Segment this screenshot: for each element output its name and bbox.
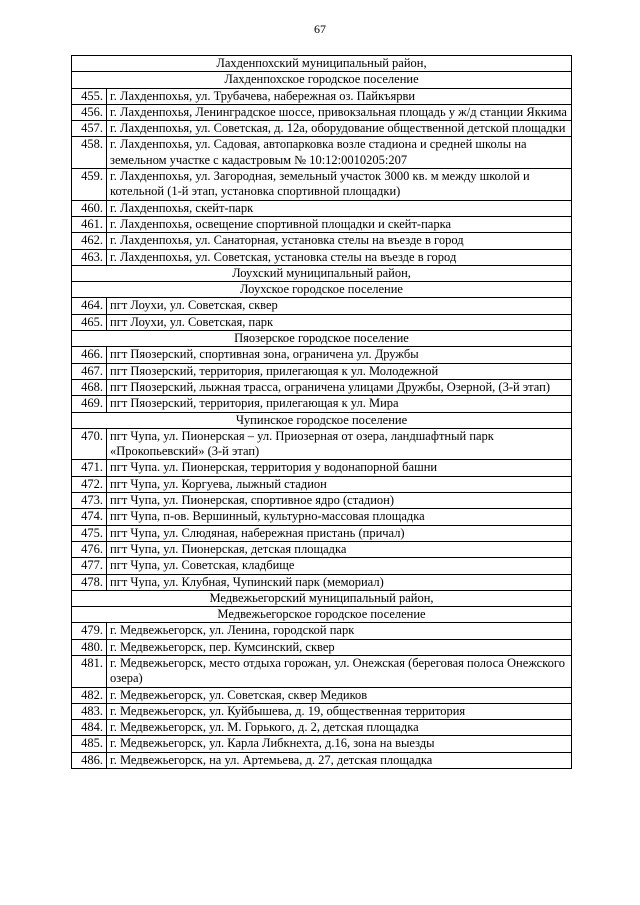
- table-row: [72, 216, 572, 232]
- table-row: [72, 298, 572, 314]
- row-description: г. Медвежьегорск, на ул. Артемьева, д. 27, детская площадка: [107, 752, 572, 768]
- row-number: 460.: [72, 200, 107, 216]
- table-row: [72, 509, 572, 525]
- row-number: 471.: [72, 460, 107, 476]
- table-row: [72, 541, 572, 557]
- row-number: 478.: [72, 574, 107, 590]
- row-description: пгт Чупа, п-ов. Вершинный, культурно-массовая площадка: [107, 509, 572, 525]
- row-description: пгт Пяозерский, территория, прилегающая к ул. Мира: [107, 396, 572, 412]
- table-row: [72, 703, 572, 719]
- row-number: 486.: [72, 752, 107, 768]
- table-row: [72, 525, 572, 541]
- row-description: г. Медвежьегорск, ул. Карла Либкнехта, д.16, зона на выезды: [107, 736, 572, 752]
- row-description: г. Медвежьегорск, пер. Кумсинский, сквер: [107, 639, 572, 655]
- table-row: [72, 169, 572, 201]
- section-heading-row: [72, 331, 572, 347]
- territory-table: [71, 55, 572, 769]
- table-row: [72, 639, 572, 655]
- row-number: 472.: [72, 476, 107, 492]
- row-description: г. Медвежьегорск, ул. Советская, сквер Медиков: [107, 687, 572, 703]
- row-number: 467.: [72, 363, 107, 379]
- table-row: [72, 363, 572, 379]
- section-heading: Пяозерское городское поселение: [72, 331, 572, 347]
- row-number: 476.: [72, 541, 107, 557]
- row-description: пгт Чупа, ул. Клубная, Чупинский парк (мемориал): [107, 574, 572, 590]
- row-number: 461.: [72, 216, 107, 232]
- row-number: 464.: [72, 298, 107, 314]
- row-number: 463.: [72, 249, 107, 265]
- row-description: г. Лахденпохья, скейт-парк: [107, 200, 572, 216]
- section-heading-row: [72, 282, 572, 298]
- table-row: [72, 752, 572, 768]
- table-row: [72, 104, 572, 120]
- section-heading: Лахденпохское городское поселение: [72, 72, 572, 88]
- table-row: [72, 347, 572, 363]
- table-row: [72, 720, 572, 736]
- row-number: 475.: [72, 525, 107, 541]
- table-row: [72, 314, 572, 330]
- row-description: пгт Пяозерский, лыжная трасса, ограничена улицами Дружбы, Озерной, (3-й этап): [107, 379, 572, 395]
- section-heading: Лоухское городское поселение: [72, 282, 572, 298]
- row-number: 468.: [72, 379, 107, 395]
- row-number: 459.: [72, 169, 107, 201]
- row-number: 483.: [72, 703, 107, 719]
- table-row: [72, 200, 572, 216]
- table-row: [72, 379, 572, 395]
- row-description: г. Медвежьегорск, ул. Ленина, городской парк: [107, 623, 572, 639]
- row-number: 482.: [72, 687, 107, 703]
- row-description: г. Лахденпохья, освещение спортивной площадки и скейт-парка: [107, 216, 572, 232]
- section-heading: Лахденпохский муниципальный район,: [72, 56, 572, 72]
- row-number: 485.: [72, 736, 107, 752]
- section-heading: Чупинское городское поселение: [72, 412, 572, 428]
- section-heading: Медвежьегорский муниципальный район,: [72, 590, 572, 606]
- row-number: 477.: [72, 558, 107, 574]
- table-body: [72, 56, 572, 769]
- row-description: пгт Лоухи, ул. Советская, парк: [107, 314, 572, 330]
- row-number: 481.: [72, 655, 107, 687]
- row-number: 474.: [72, 509, 107, 525]
- row-description: г. Лахденпохья, ул. Санаторная, установка стелы на въезде в город: [107, 233, 572, 249]
- row-description: г. Лахденпохья, ул. Советская, д. 12а, оборудование общественной детской площадки: [107, 121, 572, 137]
- row-description: пгт Чупа, ул. Слюдяная, набережная пристань (причал): [107, 525, 572, 541]
- row-number: 470.: [72, 428, 107, 460]
- row-number: 473.: [72, 493, 107, 509]
- section-heading: Медвежьегорское городское поселение: [72, 607, 572, 623]
- table-row: [72, 396, 572, 412]
- section-heading-row: [72, 412, 572, 428]
- table-row: [72, 137, 572, 169]
- table-row: [72, 687, 572, 703]
- row-description: пгт Чупа. ул. Пионерская, территория у водонапорной башни: [107, 460, 572, 476]
- section-heading-row: [72, 590, 572, 606]
- row-number: 465.: [72, 314, 107, 330]
- table-row: [72, 233, 572, 249]
- table-row: [72, 88, 572, 104]
- table-row: [72, 623, 572, 639]
- row-description: г. Медвежьегорск, ул. Куйбышева, д. 19, общественная территория: [107, 703, 572, 719]
- section-heading: Лоухский муниципальный район,: [72, 265, 572, 281]
- row-description: пгт Чупа, ул. Пионерская – ул. Приозерная от озера, ландшафтный парк «Прокопьевский» (3-й этап): [107, 428, 572, 460]
- row-number: 462.: [72, 233, 107, 249]
- row-description: пгт Лоухи, ул. Советская, сквер: [107, 298, 572, 314]
- row-description: г. Лахденпохья, ул. Трубачева, набережная оз. Пайкъярви: [107, 88, 572, 104]
- row-number: 457.: [72, 121, 107, 137]
- row-number: 480.: [72, 639, 107, 655]
- row-description: г. Лахденпохья, ул. Советская, установка стелы на въезде в город: [107, 249, 572, 265]
- row-description: г. Медвежьегорск, ул. М. Горького, д. 2, детская площадка: [107, 720, 572, 736]
- row-number: 484.: [72, 720, 107, 736]
- row-number: 479.: [72, 623, 107, 639]
- table-row: [72, 249, 572, 265]
- row-number: 466.: [72, 347, 107, 363]
- row-description: г. Лахденпохья, ул. Садовая, автопарковка возле стадиона и средней школы на земельном участке с кадастровым № 10:12:0010205:207: [107, 137, 572, 169]
- section-heading-row: [72, 72, 572, 88]
- row-description: г. Лахденпохья, ул. Загородная, земельный участок 3000 кв. м между школой и котельной (1-й этап, установка спортивной площадки): [107, 169, 572, 201]
- row-number: 458.: [72, 137, 107, 169]
- row-description: пгт Чупа, ул. Пионерская, спортивное ядро (стадион): [107, 493, 572, 509]
- row-description: г. Медвежьегорск, место отдыха горожан, ул. Онежская (береговая полоса Онежского озера): [107, 655, 572, 687]
- table-row: [72, 476, 572, 492]
- page-number: 67: [314, 22, 326, 36]
- table-row: [72, 460, 572, 476]
- table-row: [72, 736, 572, 752]
- table-row: [72, 428, 572, 460]
- row-description: пгт Чупа, ул. Пионерская, детская площадка: [107, 541, 572, 557]
- section-heading-row: [72, 265, 572, 281]
- row-description: пгт Пяозерский, спортивная зона, ограничена ул. Дружбы: [107, 347, 572, 363]
- table-row: [72, 558, 572, 574]
- section-heading-row: [72, 607, 572, 623]
- row-number: 469.: [72, 396, 107, 412]
- table-row: [72, 655, 572, 687]
- table-row: [72, 121, 572, 137]
- row-number: 455.: [72, 88, 107, 104]
- row-description: пгт Пяозерский, территория, прилегающая к ул. Молодежной: [107, 363, 572, 379]
- section-heading-row: [72, 56, 572, 72]
- table-row: [72, 574, 572, 590]
- row-description: пгт Чупа, ул. Советская, кладбище: [107, 558, 572, 574]
- table-row: [72, 493, 572, 509]
- row-description: г. Лахденпохья, Ленинградское шоссе, привокзальная площадь у ж/д станции Яккима: [107, 104, 572, 120]
- row-description: пгт Чупа, ул. Коргуева, лыжный стадион: [107, 476, 572, 492]
- row-number: 456.: [72, 104, 107, 120]
